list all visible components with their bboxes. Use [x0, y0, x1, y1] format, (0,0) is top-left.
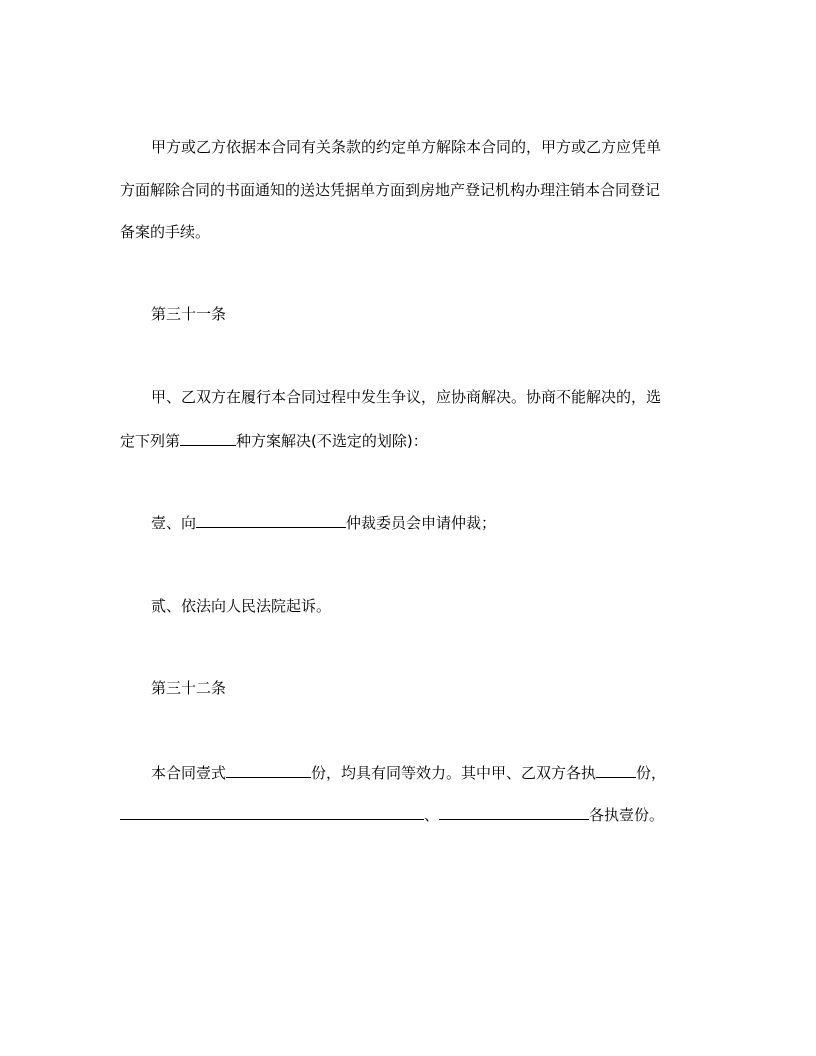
article-32-title: [151, 678, 700, 698]
article-31-line-2-after: 种方案解决(不选定的划除)：: [236, 432, 428, 450]
article-31-title-text: 第三十一条: [151, 305, 227, 323]
paragraph-1-line-2: [120, 180, 700, 200]
option-2-text: 贰、依法向人民法院起诉。: [151, 597, 332, 615]
article-31-option-2: [151, 596, 700, 616]
article-31-line-2-before: 定下列第: [120, 432, 181, 450]
article-31-line-1-text: 甲、乙双方在履行本合同过程中发生争议，应协商解决。协商不能解决的，选: [151, 388, 662, 406]
article-32-line-2: [120, 804, 700, 825]
party-one-blank[interactable]: [120, 804, 424, 820]
article-32-line-2-after: 各执壹份。: [589, 806, 665, 824]
article-32-line-1-mid: 份，均具有同等效力。其中甲、乙双方各执: [311, 764, 597, 782]
paragraph-1-line-1-text: 甲方或乙方依据本合同有关条款的约定单方解除本合同的，甲方或乙方应凭单: [151, 138, 662, 156]
scheme-number-blank[interactable]: [180, 430, 236, 446]
article-31-option-1: [151, 512, 700, 533]
article-31-line-1: [151, 387, 700, 407]
paragraph-1-line-1: [151, 137, 700, 157]
article-32-title-text: 第三十二条: [151, 679, 227, 697]
party-two-blank[interactable]: [439, 804, 589, 820]
article-32-line-1-before: 本合同壹式: [151, 764, 227, 782]
option-1-after: 仲裁委员会申请仲裁；: [346, 514, 497, 532]
article-32-line-2-sep: 、: [424, 806, 440, 824]
paragraph-1-line-3-text: 备案的手续。: [120, 223, 211, 241]
arbitration-committee-blank[interactable]: [196, 512, 346, 528]
article-31-title: [151, 304, 700, 324]
copies-total-blank[interactable]: [226, 762, 311, 778]
paragraph-1-line-3: [120, 222, 700, 242]
paragraph-1-line-2-text: 方面解除合同的书面通知的送达凭据单方面到房地产登记机构办理注销本合同登记: [120, 181, 661, 199]
option-1-before: 壹、向: [151, 514, 197, 532]
article-32-line-1: [151, 762, 700, 783]
copies-each-party-blank[interactable]: [596, 762, 636, 778]
article-32-line-1-after: 份，: [636, 764, 667, 782]
article-31-line-2: [120, 430, 700, 451]
